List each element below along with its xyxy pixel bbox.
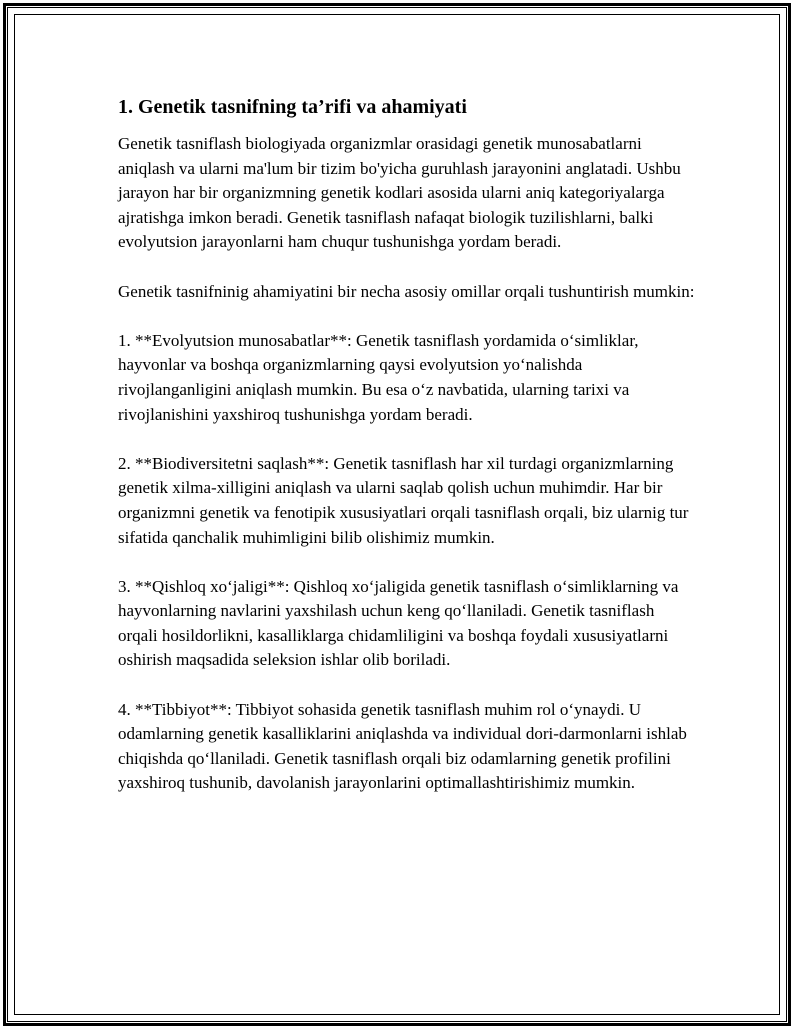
- paragraph-importance-intro: Genetik tasnifninig ahamiyatini bir necha asosiy omillar orqali tushuntirish mumkin:: [118, 281, 695, 301]
- paragraph-medicine: 4. **Tibbiyot**: Tibbiyot sohasida genetik tasniflash muhim rol o‘ynaydi. U odamlarning genetik kasalliklarini aniqlashda va individual dori-darmonlarni ishlab chiqishda qo‘llaniladi. Genetik tasniflash orqali biz odamlarning genetik profilini yaxshiroq tushunib, davolanish jarayonlarini optimallashtirishimiz mumkin.: [118, 699, 687, 793]
- document-body: [118, 94, 698, 821]
- paragraph-evolution: 1. **Evolyutsion munosabatlar**: Genetik tasniflash yordamida o‘simliklar, hayvonlar va boshqa organizmlarning qaysi evolyutsion yo‘nalishda rivojlanganligini aniqlash mumkin. Bu esa o‘z navbatida, ularning tarixi va rivojlanishini yaxshiroq tushunishga yordam beradi.: [118, 330, 639, 424]
- paragraph-agriculture: 3. **Qishloq xo‘jaligi**: Qishloq xo‘jaligida genetik tasniflash o‘simliklarning va hayvonlarning navlarini yaxshilash uchun keng qo‘llaniladi. Genetik tasniflash orqali hosildorlikni, kasalliklarga chidamliligini va boshqa foydali xususiyatlarni oshirish maqsadida seleksion ishlar olib boriladi.: [118, 576, 679, 670]
- paragraph-definition: Genetik tasniflash biologiyada organizmlar orasidagi genetik munosabatlarni aniqlash va ularni ma'lum bir tizim bo'yicha guruhlash jarayonini anglatadi. Ushbu jarayon har bir organizmning genetik kodlari asosida ularni aniq kategoriyalarga ajratishga imkon beradi. Genetik tasniflash nafaqat biologik tuzilishlarni, balki evolyutsion jarayonlarni ham chuqur tushunishga yordam beradi.: [118, 134, 681, 252]
- paragraph-biodiversity: 2. **Biodiversitetni saqlash**: Genetik tasniflash har xil turdagi organizmlarning genetik xilma-xilligini aniqlash va ularni saqlab qolish uchun muhimdir. Har bir organizmni genetik va fenotipik xususiyatlari orqali tasniflash orqali, biz ularnig tur sifatida qanchalik muhimligini bilib olishimiz mumkin.: [118, 453, 689, 547]
- section-heading: 1. Genetik tasnifning ta’rifi va ahamiyati: [118, 96, 467, 118]
